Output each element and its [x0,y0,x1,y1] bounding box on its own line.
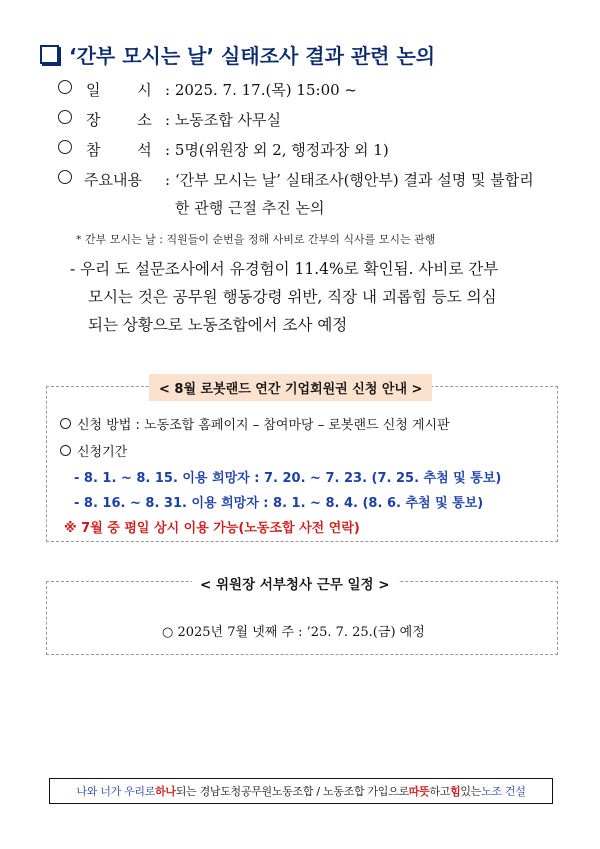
slogan-highlight: 따뜻 [408,785,430,798]
meeting-value: : 5명(위원장 외 2, 행정과장 외 1) [165,141,389,159]
period1-text: - 8. 1. ~ 8. 15. 이용 희망자 : 7. 20. ~ 7. 23. (7. 25. 추첨 및 통보) [74,471,502,486]
circle-bullet-icon [60,418,71,429]
meeting-row-date [58,79,357,99]
slogan-highlight: 하나 [155,785,176,798]
slogan-part: 되는 경남도청공무원노동조합 / 노동조합 가입으로 [175,785,409,798]
slogan-part: 노조 건설 [481,785,526,798]
meeting-label: 일 시 [86,81,168,99]
slogan-part: 나와 너가 우리로 [76,785,156,798]
robotland-period-label [60,441,127,460]
footer-slogan [49,778,553,804]
robotland-period1 [74,467,501,486]
title-text: ‘간부 모시는 날’ 실태조사 결과 관련 논의 [69,44,436,68]
circle-bullet-icon [58,140,72,154]
robotland-method [60,414,450,433]
slogan-part: 있는 [460,785,482,798]
circle-bullet-icon [58,170,72,184]
meeting-value: : 노동조합 사무실 [165,111,282,129]
meeting-value: : ‘간부 모시는 날’ 실태조사(행안부) 결과 설명 및 불합리 [165,171,534,189]
robotland-period2 [74,492,483,511]
robotland-notice: ※ 7월 중 평일 상시 이용 가능(노동조합 사전 연락) [64,521,360,536]
circle-bullet-icon [58,110,72,124]
slogan-part: 하고 [429,785,451,798]
meeting-row-agenda [58,169,534,189]
meeting-agenda-cont: 한 관행 근절 추진 논의 [175,199,325,217]
schedule-header: < 위원장 서부청사 근무 일정 > [192,571,398,595]
page-title [40,40,435,69]
schedule-item: ○ 2025년 7월 넷째 주 : ’25. 7. 25.(금) 예정 [162,625,425,640]
method-text: 신청 방법 : 노동조합 홈페이지 – 참여마당 – 로봇랜드 신청 게시판 [77,418,450,433]
detail-line: 모시는 것은 공무원 행동강령 위반, 직장 내 괴롭힘 등도 의심 [88,288,497,306]
meeting-row-place [58,109,282,129]
circle-bullet-icon [60,445,71,456]
period2-text: - 8. 16. ~ 8. 31. 이용 희망자 : 8. 1. ~ 8. 4. (8. 6. 추첨 및 통보) [74,496,484,511]
meeting-row-attendees [58,139,389,159]
checkbox-square-icon [40,45,59,64]
meeting-value: : 2025. 7. 17.(목) 15:00 ~ [165,81,357,99]
detail-line: 되는 상황으로 노동조합에서 조사 예정 [88,316,348,334]
meeting-label: 참 석 [86,141,168,159]
meeting-label: 장 소 [86,111,168,129]
period-label-text: 신청기간 [77,445,128,460]
slogan-highlight: 힘 [450,785,461,798]
meeting-label: 주요내용 [84,171,142,189]
robotland-header: < 8월 로봇랜드 연간 기업회원권 신청 안내 > [149,374,432,401]
detail-line: - 우리 도 설문조사에서 유경험이 11.4%로 확인됨. 사비로 간부 [70,260,499,278]
footnote: * 간부 모시는 날 : 직원들이 순번을 정해 사비로 간부의 식사를 모시는 관행 [76,233,436,246]
circle-bullet-icon [58,80,72,94]
